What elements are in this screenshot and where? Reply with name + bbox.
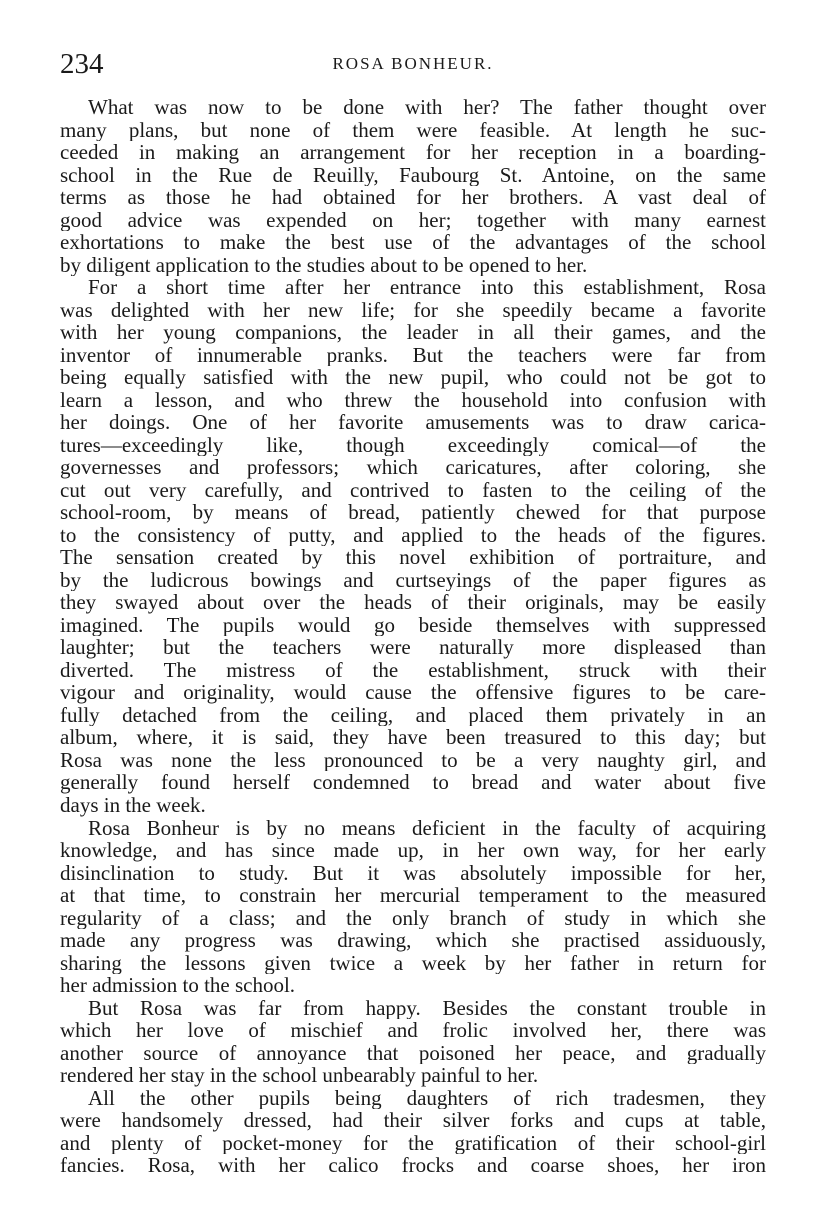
text-line: What was now to be done with her? The father thought over [88,96,766,119]
paragraph-3 [60,817,766,997]
paragraph-4 [60,997,766,1087]
text-line: generally found herself condemned to bread and water about five [60,771,766,794]
text-line: sharing the lessons given twice a week by her father in return for [60,951,766,975]
text-line: were handsomely dressed, had their silver forks and cups at table, [60,1109,766,1132]
text-line: tures—exceedingly like, though exceedingly comical—of the [60,433,766,457]
text-line: fully detached from the ceiling, and placed them privately in an [60,703,766,727]
body-text [60,96,766,1177]
running-head [60,44,766,84]
text-line: album, where, it is said, they have been treasured to this day; but [60,726,766,749]
text-line: For a short time after her entrance into this establishment, Rosa [88,276,766,299]
paragraph-5 [60,1087,766,1177]
text-line: Rosa Bonheur is by no means deficient in the faculty of acquiring [88,816,766,840]
running-title: ROSA BONHEUR. [332,54,494,73]
text-line: inventor of innumerable pranks. But the teachers were far from [60,343,766,367]
text-line: regularity of a class; and the only branch of study in which she [60,906,766,930]
text-line: vigour and originality, would cause the offensive figures to be care- [60,681,766,704]
text-line: days in the week. [60,793,206,817]
text-line: made any progress was drawing, which she practised assiduously, [60,929,766,952]
text-line: and plenty of pocket-money for the gratification of their school-girl [60,1131,766,1155]
page-number: 234 [60,48,104,80]
paragraph-2 [60,276,766,816]
text-line: her doings. One of her favorite amusements was to draw carica- [60,411,766,434]
text-line: being equally satisfied with the new pupil, who could not be got to [60,366,766,389]
text-line: disinclination to study. But it was absolutely impossible for her, [60,861,766,885]
text-line: terms as those he had obtained for her brothers. A vast deal of [60,186,766,209]
text-line: they swayed about over the heads of their originals, may be easily [60,591,766,614]
text-line: ceeded in making an arrangement for her reception in a boarding- [60,141,766,164]
text-line: school-room, by means of bread, patiently chewed for that purpose [60,501,766,524]
text-line: governesses and professors; which caricatures, after coloring, she [60,456,766,479]
text-line: learn a lesson, and who threw the household into confusion with [60,388,766,412]
paragraph-1 [60,96,766,276]
text-line: fancies. Rosa, with her calico frocks and coarse shoes, her iron [60,1154,766,1177]
text-line: at that time, to constrain her mercurial temperament to the measured [60,884,766,907]
text-line: by diligent application to the studies about to be opened to her. [60,253,588,277]
text-line: rendered her stay in the school unbearably painful to her. [60,1064,539,1087]
text-line: to the consistency of putty, and applied to the heads of the figures. [60,523,766,547]
text-line: many plans, but none of them were feasible. At length he suc- [60,118,766,142]
text-line: But Rosa was far from happy. Besides the constant trouble in [88,996,766,1020]
text-line: by the ludicrous bowings and curtseyings of the paper figures as [60,568,766,592]
text-line: another source of annoyance that poisoned her peace, and gradually [60,1041,766,1065]
text-line: laughter; but the teachers were naturally more displeased than [60,636,766,659]
text-line: imagined. The pupils would go beside themselves with suppressed [60,613,766,637]
text-line: Rosa was none the less pronounced to be a very naughty girl, and [60,748,766,772]
text-line: good advice was expended on her; together with many earnest [60,208,766,232]
text-line: exhortations to make the best use of the advantages of the school [60,231,766,254]
text-line: diverted. The mistress of the establishment, struck with their [60,658,766,682]
text-line: cut out very carefully, and contrived to fasten to the ceiling of the [60,478,766,502]
text-line: All the other pupils being daughters of rich tradesmen, they [88,1086,766,1110]
text-line: which her love of mischief and frolic involved her, there was [60,1019,766,1042]
text-line: her admission to the school. [60,974,296,997]
text-line: with her young companions, the leader in all their games, and the [60,321,766,344]
text-line: school in the Rue de Reuilly, Faubourg St. Antoine, on the same [60,163,766,187]
text-line: The sensation created by this novel exhibition of portraiture, and [60,546,766,569]
text-line: was delighted with her new life; for she speedily became a favorite [60,298,766,322]
text-line: knowledge, and has since made up, in her own way, for her early [60,839,766,862]
